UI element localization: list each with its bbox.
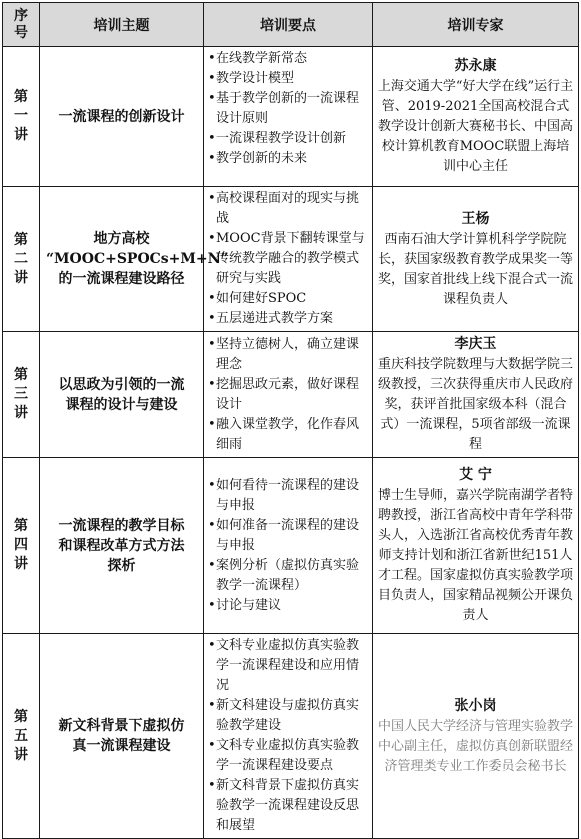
lecture-topic-line: 真一流课程建设 xyxy=(72,738,171,754)
lecture-expert xyxy=(373,634,579,839)
lecture-number-char: 第 xyxy=(14,518,28,534)
training-schedule-table xyxy=(2,2,579,839)
table-row xyxy=(3,187,579,332)
lecture-topic-line: 地方高校 xyxy=(93,231,150,247)
key-points-list xyxy=(208,189,368,329)
header-topic: 培训主题 xyxy=(40,3,204,47)
lecture-number-char: 第 xyxy=(14,708,28,725)
lecture-number-char: 四 xyxy=(14,537,28,553)
lecture-topic-line: 探析 xyxy=(107,557,136,574)
lecture-expert xyxy=(373,458,579,634)
lecture-number-char: 二 xyxy=(14,250,28,267)
lecture-number-char: 第 xyxy=(14,231,28,248)
key-point-item: • 一流课程教学设计创新 xyxy=(208,129,368,149)
lecture-number-char: 讲 xyxy=(14,746,28,763)
lecture-number-char: 第 xyxy=(14,367,28,383)
header-points: 培训要点 xyxy=(204,3,373,47)
key-point-item: • 挖掘思政元素，做好课程设计 xyxy=(208,375,368,415)
key-point-item: • 如何建好SPOC xyxy=(208,289,368,309)
lecture-topic xyxy=(40,187,229,332)
lecture-number-char: 讲 xyxy=(14,405,28,421)
key-point-item: • 教学设计模型 xyxy=(208,69,368,89)
expert-description: 博士生导师，嘉兴学院南湖学者特聘教授，浙江省高校中青年学科带头人，入选浙江省高校优秀青年教师支持计划和浙江省新世纪151人才工程。国家虚拟仿真实验教学项目负责人，国家精品视频公开课负责人 xyxy=(377,488,573,623)
key-points-list xyxy=(208,636,368,836)
key-points-list xyxy=(208,335,368,455)
lecture-number xyxy=(3,187,40,332)
key-point-item: • 文科专业虚拟仿真实验教学一流课程建设要点 xyxy=(208,736,368,776)
lecture-number-char: 三 xyxy=(14,386,28,402)
key-point-item: • 如何准备一流课程的建设与申报 xyxy=(208,516,368,556)
lecture-key-points xyxy=(204,634,373,839)
key-point-item: • 如何看待一流课程的建设与申报 xyxy=(208,476,368,516)
expert-description: 上海交通大学“好大学在线”运行主管、2019-2021全国高校混合式教学设计创新大赛秘书长、中国高校计算机教育MOOC联盟上海培训中心主任 xyxy=(377,79,574,174)
expert-name: 苏永康 xyxy=(454,58,497,74)
lecture-topic xyxy=(40,332,204,458)
key-point-item: • 新文科建设与虚拟仿真实验教学建设 xyxy=(208,696,368,736)
expert-description: 重庆科技学院数理与大数据学院三级教授，三次获得重庆市人民政府奖，获评首批国家级本科（混合式）一流课程，5项省部级一流课程 xyxy=(377,357,573,452)
key-point-item: • 在线教学新常态 xyxy=(208,49,368,69)
expert-name: 王杨 xyxy=(461,210,490,227)
lecture-number xyxy=(3,634,40,839)
key-point-item: • 坚持立德树人，确立建课理念 xyxy=(208,335,368,375)
key-point-item: • 高校课程面对的现实与挑战 xyxy=(208,189,368,229)
key-point-item: • 教学创新的未来 xyxy=(208,149,368,169)
expert-name: 艾 宁 xyxy=(459,467,492,483)
lecture-topic-line: 课程的设计与建设 xyxy=(65,396,178,413)
lecture-number-char: 五 xyxy=(14,727,28,744)
expert-description: 中国人民大学经济与管理实验教学中心副主任，虚拟仿真创新联盟经济管理类专业工作委员会秘书长 xyxy=(377,718,573,774)
header-num xyxy=(3,3,40,47)
key-point-item: • 五层递进式教学方案 xyxy=(208,309,368,329)
lecture-expert xyxy=(373,47,579,187)
key-point-item: • 文科专业虚拟仿真实验教学一流课程建设和应用情况 xyxy=(208,636,368,696)
lecture-topic-line: 和课程改革方式方法 xyxy=(58,537,185,554)
lecture-number xyxy=(3,458,40,634)
key-point-item: • 基于教学创新的一流课程设计原则 xyxy=(208,89,368,129)
lecture-topic-line: “MOOC+SPOCs+M+N” xyxy=(46,251,229,267)
lecture-topic-line: 一流课程的创新设计 xyxy=(58,108,185,125)
table-header-row xyxy=(3,3,579,47)
lecture-key-points xyxy=(204,47,373,187)
key-point-item: • 案例分析（虚拟仿真实验教学一流课程） xyxy=(208,556,368,596)
key-point-item: • MOOC背景下翻转课堂与传统教学融合的教学模式研究与实践 xyxy=(208,229,368,289)
lecture-number-char: 讲 xyxy=(14,269,28,286)
key-points-list xyxy=(208,49,368,169)
table-row xyxy=(3,47,579,187)
expert-name: 李庆玉 xyxy=(454,336,497,352)
key-point-item: • 融入课堂教学，化作春风细雨 xyxy=(208,415,368,455)
header-num-char: 序 xyxy=(14,7,28,24)
lecture-key-points xyxy=(204,332,373,458)
lecture-expert xyxy=(373,187,579,332)
table-row xyxy=(3,634,579,839)
lecture-topic xyxy=(40,458,204,634)
lecture-number-char: 第 xyxy=(14,89,28,105)
lecture-key-points xyxy=(204,458,373,634)
lecture-number-char: 讲 xyxy=(14,127,28,143)
lecture-topic xyxy=(40,634,204,839)
header-expert: 培训专家 xyxy=(373,3,579,47)
key-point-item: • 讨论与建议 xyxy=(208,596,368,616)
lecture-number xyxy=(3,47,40,187)
expert-description: 西南石油大学计算机科学学院院长，获国家级教育教学成果奖一等奖，国家首批线上线下混合式一流课程负责人 xyxy=(377,231,573,307)
lecture-topic-line: 一流课程的教学目标 xyxy=(58,517,185,534)
expert-name: 张小岗 xyxy=(454,697,497,714)
lecture-key-points xyxy=(204,187,373,332)
lecture-topic-line: 的一流课程建设路径 xyxy=(58,271,185,287)
lecture-topic xyxy=(40,47,204,187)
lecture-number-char: 讲 xyxy=(14,556,28,572)
key-point-item: • 新文科背景下虚拟仿真实验教学一流课程建设反思和展望 xyxy=(208,776,368,836)
table-row xyxy=(3,332,579,458)
lecture-number-char: 一 xyxy=(14,108,28,124)
key-points-list xyxy=(208,476,368,616)
lecture-expert xyxy=(373,332,579,458)
header-num-char: 号 xyxy=(14,24,28,41)
table-row xyxy=(3,458,579,634)
lecture-number xyxy=(3,332,40,458)
lecture-topic-line: 以思政为引领的一流 xyxy=(58,376,185,393)
lecture-topic-line: 新文科背景下虚拟仿 xyxy=(58,718,185,734)
